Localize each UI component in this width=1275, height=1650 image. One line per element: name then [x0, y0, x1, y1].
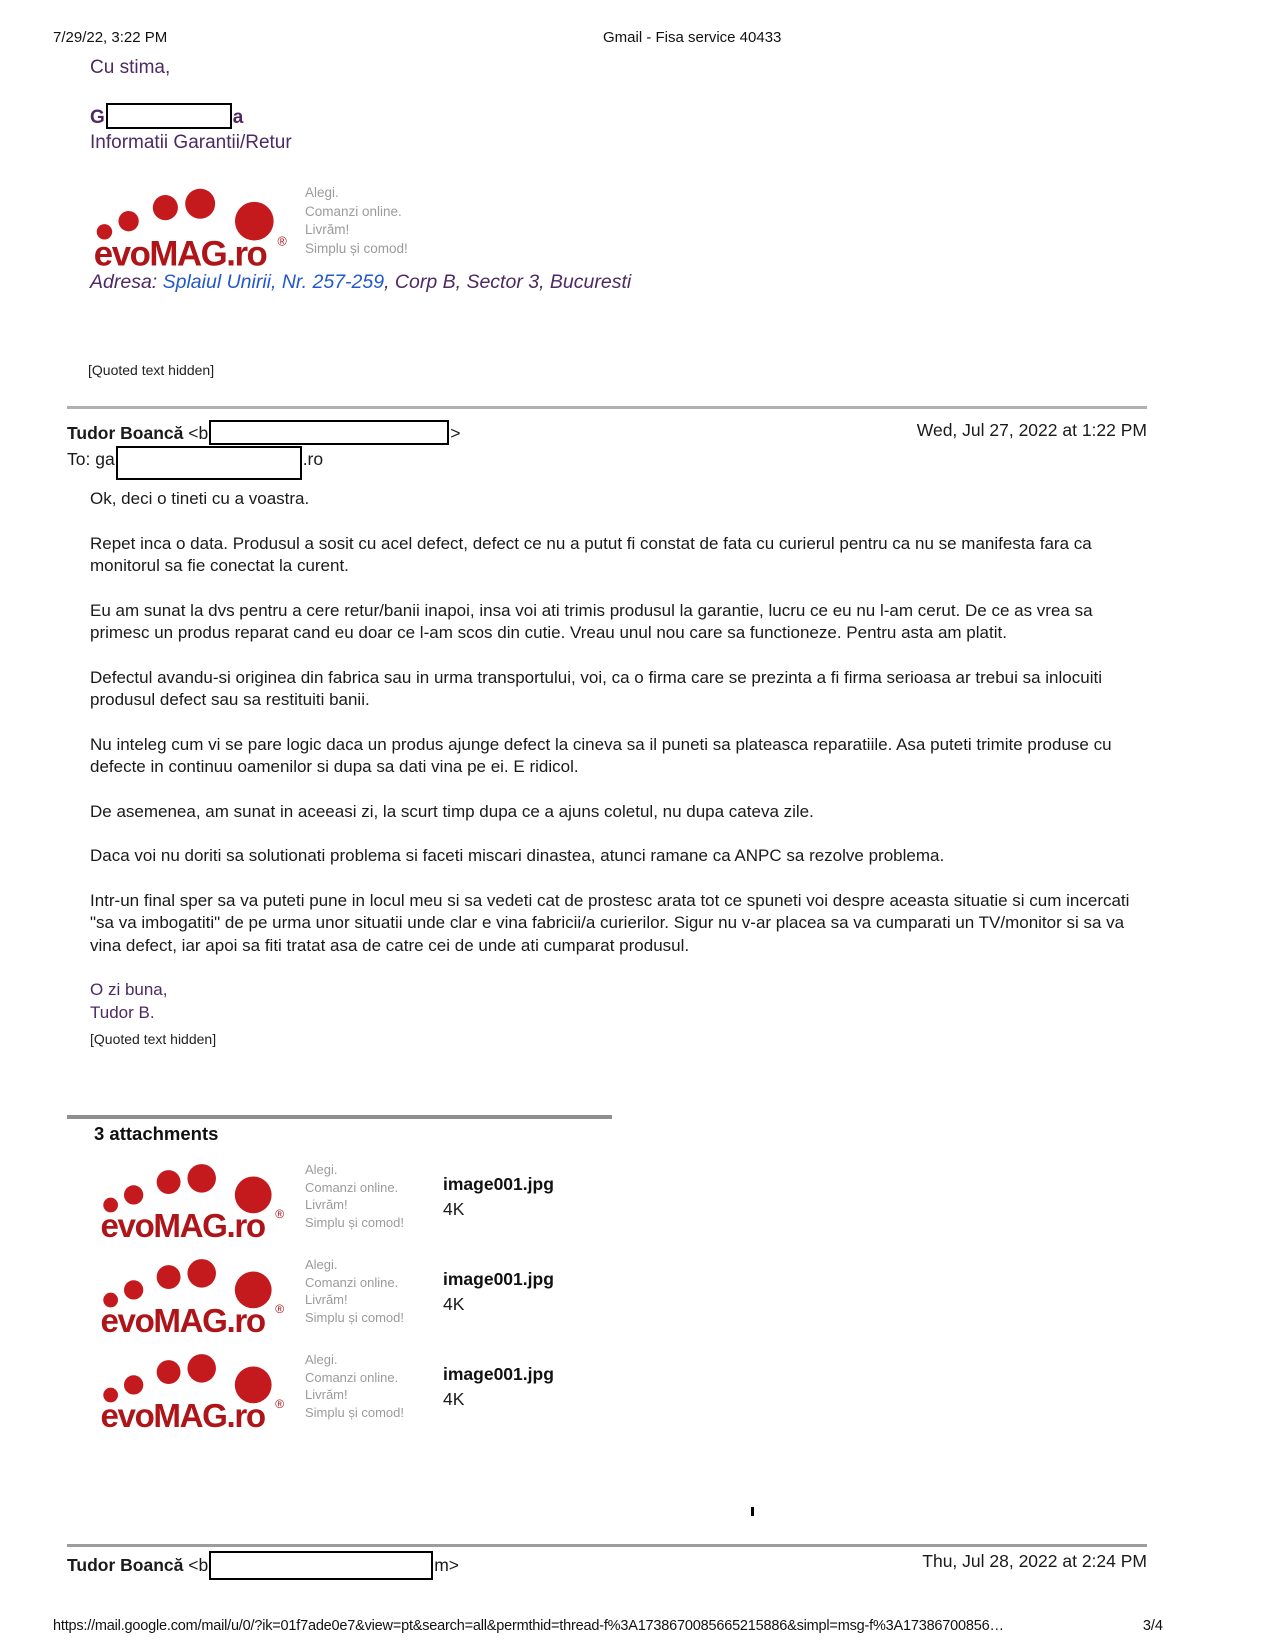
- message2-header: [67, 420, 1147, 445]
- sender-name: Tudor Boancă: [67, 423, 184, 443]
- logo-dot: [118, 211, 138, 231]
- signature-name-prefix: G: [90, 107, 105, 128]
- registered-mark-icon: ®: [275, 1301, 285, 1316]
- signoff-closing: O zi buna,: [90, 980, 168, 999]
- attachments-title: 3 attachments: [94, 1123, 219, 1144]
- stray-print-mark: [751, 1507, 754, 1516]
- attachment-size: 4K: [443, 1199, 465, 1219]
- tagline-line: Simplu și comod!: [305, 1309, 404, 1325]
- evomag-logo: [95, 1251, 290, 1338]
- message2-to: [67, 446, 323, 480]
- to-prefix: To: ga: [67, 449, 115, 469]
- evomag-logo: [95, 1346, 290, 1433]
- tagline-line: Alegi.: [305, 1162, 338, 1177]
- logo-dot: [187, 1164, 216, 1193]
- attachment-info: [443, 1364, 554, 1410]
- logo-brand-text: evoMAG.ro: [100, 1208, 265, 1243]
- tagline-line: Alegi.: [305, 185, 339, 200]
- logo-dot: [124, 1280, 143, 1299]
- attachment-row: [0, 1251, 1275, 1341]
- attachment-filename: image001.jpg: [443, 1269, 554, 1289]
- message3-date: Thu, Jul 28, 2022 at 2:24 PM: [922, 1551, 1147, 1571]
- logo-brand-text: evoMAG.ro: [100, 1303, 265, 1338]
- attachment-thumbnail: [95, 1346, 290, 1433]
- logo-brand-text: evoMAG.ro: [93, 234, 267, 272]
- tagline-line: Comanzi online.: [305, 203, 402, 219]
- message3-header: [67, 1551, 1147, 1580]
- message-divider: [67, 1544, 1147, 1547]
- logo-dot: [157, 1265, 181, 1289]
- sender-name: Tudor Boancă: [67, 1555, 184, 1575]
- address-map-link[interactable]: Splaiul Unirii, Nr. 257-259: [162, 271, 385, 293]
- print-header-title: Gmail - Fisa service 40433: [603, 29, 782, 46]
- signature-role: Informatii Garantii/Retur: [90, 132, 292, 153]
- redaction-box: [209, 420, 449, 445]
- attachment-thumbnail: [95, 1156, 290, 1243]
- print-footer-page-number: 3/4: [1142, 1618, 1163, 1634]
- attachment-thumbnail: [95, 1251, 290, 1338]
- attachment-row: [0, 1156, 1275, 1246]
- registered-mark-icon: ®: [275, 1396, 285, 1411]
- attachment-logo-tagline: [305, 1351, 404, 1421]
- tagline-line: Comanzi online.: [305, 1274, 399, 1290]
- body-paragraph: Repet inca o data. Produsul a sosit cu acel defect, defect ce nu a putut fi constat de fata cu curierul pentru ca nu se manifesta fara ca monitorul sa fie conectat la curent.: [90, 533, 1092, 575]
- signature-closing: Cu stima,: [90, 57, 171, 78]
- body-paragraph: Daca voi nu doriti sa solutionati problema si faceti miscari dinastea, atunci ramane ca ANPC sa rezolve problema.: [90, 846, 945, 865]
- logo-brand-text: evoMAG.ro: [100, 1398, 265, 1433]
- attachment-size: 4K: [443, 1294, 465, 1314]
- tagline-line: Livrăm!: [305, 1197, 348, 1212]
- attachment-logo-tagline: [305, 1256, 404, 1326]
- attachment-row: [0, 1346, 1275, 1436]
- attachment-filename: image001.jpg: [443, 1364, 554, 1384]
- registered-mark-icon: ®: [275, 1206, 285, 1221]
- address-rest: , Corp B, Sector 3, Bucuresti: [384, 271, 632, 293]
- sender-email-prefix: <b: [188, 423, 209, 443]
- logo-dot: [187, 1259, 216, 1288]
- message2-signoff: [90, 979, 1134, 1024]
- attachment-size: 4K: [443, 1389, 465, 1409]
- attachment-filename: image001.jpg: [443, 1174, 554, 1194]
- body-paragraph: Intr-un final sper sa va puteti pune in locul meu si sa vedeti cat de prostesc arata tot ce spuneti voi despre aceasta situatie si cum incercati "sa va imbogatiti" de pe urma unor situatii unde clar e vina fabricii/a curierilor. Sigur nu v-ar placea sa va cumparati un TV/monitor si sa va vina defect, iar apoi sa fiti tratat asa de catre cei de unde ati cumparat produsul.: [90, 890, 1130, 955]
- to-suffix: .ro: [302, 449, 324, 469]
- print-footer-url: https://mail.google.com/mail/u/0/?ik=01f7ade0e7&view=pt&search=all&permthid=thread-f%3A1738670085665215886&simpl=msg-f%3A17386700856…: [53, 1618, 1004, 1634]
- tagline-line: Livrăm!: [305, 222, 350, 237]
- quoted-text-hidden: [Quoted text hidden]: [88, 362, 215, 378]
- logo-dot: [124, 1185, 143, 1204]
- signature-name-suffix: a: [232, 107, 244, 128]
- print-header-datetime: 7/29/22, 3:22 PM: [53, 29, 168, 46]
- tagline-line: Livrăm!: [305, 1387, 348, 1402]
- tagline-line: Alegi.: [305, 1257, 338, 1272]
- body-paragraph: Eu am sunat la dvs pentru a cere retur/banii inapoi, insa voi ati trimis produsul la garantie, lucru ce eu nu l-am cerut. De ce as vrea sa primesc un produs reparat cand eu doar ce l-am scos din cutie. Vreau unul nou care sa functioneze. Pentru asta am platit.: [90, 600, 1093, 642]
- body-paragraph: Defectul avandu-si originea din fabrica sau in urma transportului, voi, ca o firma care se prezinta a fi firma serioasa ar trebui sa inlocuiti produsul defect sau sa restituiti banii.: [90, 667, 1102, 709]
- sender-email-suffix: >: [450, 423, 461, 443]
- logo-dot: [157, 1170, 181, 1194]
- signature-name: [90, 103, 243, 129]
- attachment-info: [443, 1174, 554, 1220]
- logo-dot: [153, 195, 178, 220]
- logo-dot: [157, 1360, 181, 1384]
- tagline-line: Livrăm!: [305, 1292, 348, 1307]
- evomag-logo-signature: [88, 180, 293, 272]
- message3-from: [67, 1551, 459, 1580]
- body-paragraph: De asemenea, am sunat in aceeasi zi, la scurt timp dupa ce a ajuns coletul, nu dupa cateva zile.: [90, 801, 814, 821]
- address-label: Adresa:: [90, 271, 158, 293]
- body-paragraph: Ok, deci o tineti cu a voastra.: [90, 489, 310, 508]
- attachment-logo-tagline: [305, 1161, 404, 1231]
- message-divider: [67, 406, 1147, 409]
- sender-email-suffix: m>: [434, 1555, 459, 1575]
- tagline-line: Simplu și comod!: [305, 1214, 404, 1230]
- redaction-box: [106, 103, 232, 129]
- quoted-text-hidden: [Quoted text hidden]: [90, 1031, 217, 1047]
- body-paragraph: Nu inteleg cum vi se pare logic daca un produs ajunge defect la cineva sa il puneti sa plateasca reparatiile. Asa puteti trimite produse cu defecte in continuu oamenilor si dupa sa dati vina pe ei. E ridicol.: [90, 734, 1112, 776]
- attachments-divider: [67, 1115, 612, 1119]
- redaction-box: [209, 1551, 433, 1580]
- attachment-info: [443, 1269, 554, 1315]
- tagline-line: Simplu și comod!: [305, 1404, 404, 1420]
- sender-email-prefix: <b: [188, 1555, 209, 1575]
- tagline-line: Comanzi online.: [305, 1369, 399, 1385]
- address-line: [90, 271, 631, 294]
- logo-tagline: [305, 184, 408, 258]
- logo-dot: [187, 1354, 216, 1383]
- logo-dot: [124, 1375, 143, 1394]
- evomag-logo: [95, 1156, 290, 1243]
- tagline-line: Alegi.: [305, 1352, 338, 1367]
- signoff-name: Tudor B.: [90, 1002, 155, 1022]
- message2-from: [67, 420, 460, 445]
- logo-dot: [185, 189, 215, 219]
- message2-body: [90, 488, 1134, 1051]
- redaction-box: [116, 446, 302, 480]
- tagline-line: Simplu și comod!: [305, 240, 408, 256]
- message2-date: Wed, Jul 27, 2022 at 1:22 PM: [916, 420, 1147, 440]
- tagline-line: Comanzi online.: [305, 1179, 399, 1195]
- registered-mark-icon: ®: [277, 234, 287, 249]
- evomag-logo: [88, 180, 293, 272]
